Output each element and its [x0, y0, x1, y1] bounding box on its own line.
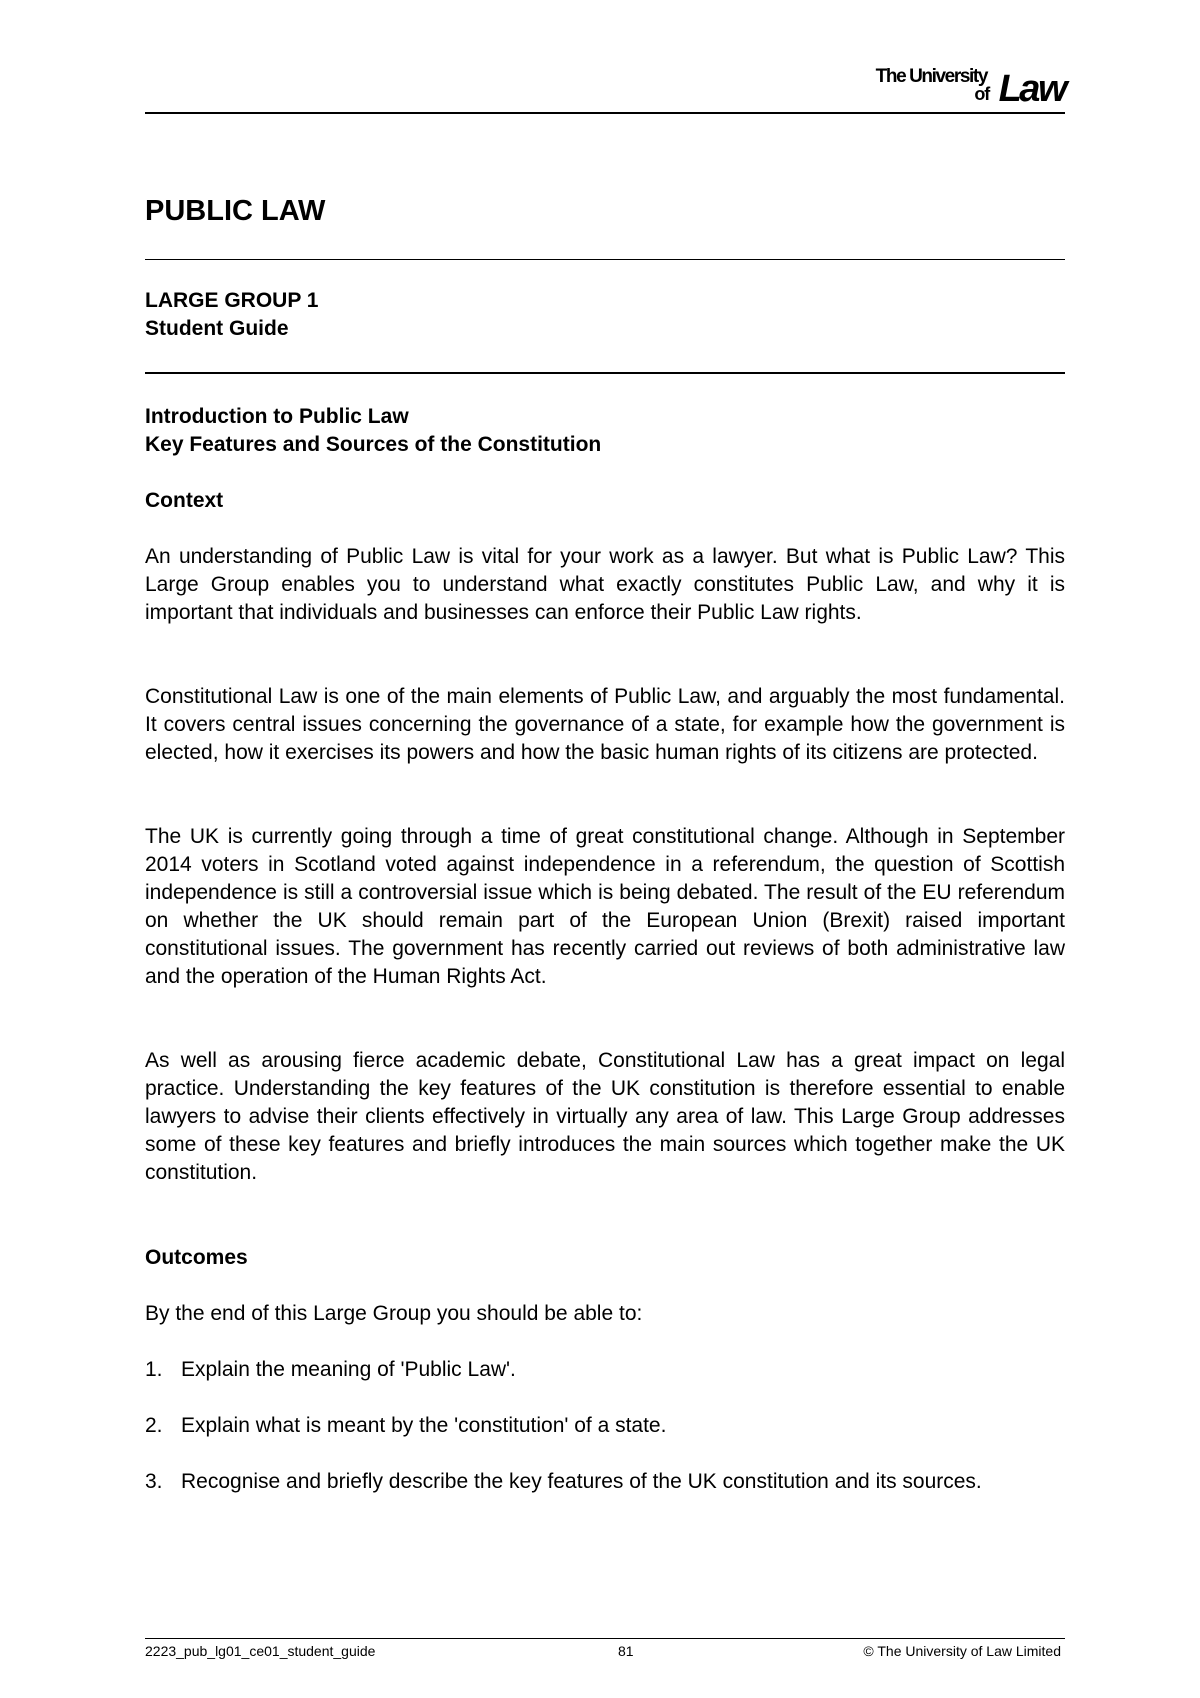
context-paragraph: As well as arousing fierce academic debate, Constitutional Law has a great impact on legal practice. Understanding the key features of the UK constitution is therefore essential to enable lawyers to advise their clients effectively in virtually any area of law. This Large Group addresses some of these key features and briefly introduces the main sources which together make the UK constitution.: [145, 1049, 1065, 1184]
guide-label: Student Guide: [145, 317, 289, 340]
footer-document-id: 2223_pub_lg01_ce01_student_guide: [145, 1643, 376, 1659]
topic-subtitle: Key Features and Sources of the Constitution: [145, 433, 602, 456]
document-title: PUBLIC LAW: [145, 195, 326, 227]
outcome-item: [145, 1356, 1065, 1384]
outcome-number: 1.: [145, 1358, 163, 1381]
logo-text-of: of: [974, 84, 989, 104]
section-rule: [145, 372, 1065, 374]
footer-copyright: © The University of Law Limited: [863, 1643, 1061, 1659]
logo-text-law: Law: [998, 68, 1065, 110]
header-rule: [145, 112, 1065, 114]
outcome-text: Explain the meaning of 'Public Law'.: [181, 1358, 516, 1381]
outcome-item: [145, 1412, 1065, 1440]
context-paragraph: An understanding of Public Law is vital for your work as a lawyer. But what is Public Law? This Large Group enables you to understand what exactly constitutes Public Law, and why it is important that individuals and businesses can enforce their Public Law rights.: [145, 545, 1065, 624]
title-rule: [145, 259, 1065, 260]
outcomes-heading: Outcomes: [145, 1246, 248, 1269]
footer-rule: [145, 1638, 1065, 1639]
logo-text-the-university: The University: [875, 66, 987, 87]
context-paragraph: The UK is currently going through a time of great constitutional change. Although in September 2014 voters in Scotland voted against independence in a referendum, the question of Scottish independence is still a controversial issue which is being debated. The result of the EU referendum on whether the UK should remain part of the European Union (Brexit) raised important constitutional issues. The government has recently carried out reviews of both administrative law and the operation of the Human Rights Act.: [145, 825, 1065, 988]
outcome-item: [145, 1468, 1065, 1496]
university-logo: [855, 62, 1065, 110]
outcomes-intro: By the end of this Large Group you should be able to:: [145, 1302, 643, 1325]
outcome-text: Recognise and briefly describe the key features of the UK constitution and its sources.: [181, 1470, 982, 1493]
outcome-number: 3.: [145, 1470, 163, 1493]
context-paragraph: Constitutional Law is one of the main elements of Public Law, and arguably the most fundamental. It covers central issues concerning the governance of a state, for example how the government is elected, how it exercises its powers and how the basic human rights of its citizens are protected.: [145, 685, 1065, 764]
page-footer: [145, 1642, 1065, 1662]
footer-page-number: 81: [618, 1643, 634, 1659]
group-label: LARGE GROUP 1: [145, 289, 319, 312]
context-heading: Context: [145, 489, 224, 512]
outcome-number: 2.: [145, 1414, 163, 1437]
outcome-text: Explain what is meant by the 'constitution' of a state.: [181, 1414, 667, 1437]
document-page: [145, 0, 1065, 1698]
topic-title: Introduction to Public Law: [145, 405, 409, 428]
